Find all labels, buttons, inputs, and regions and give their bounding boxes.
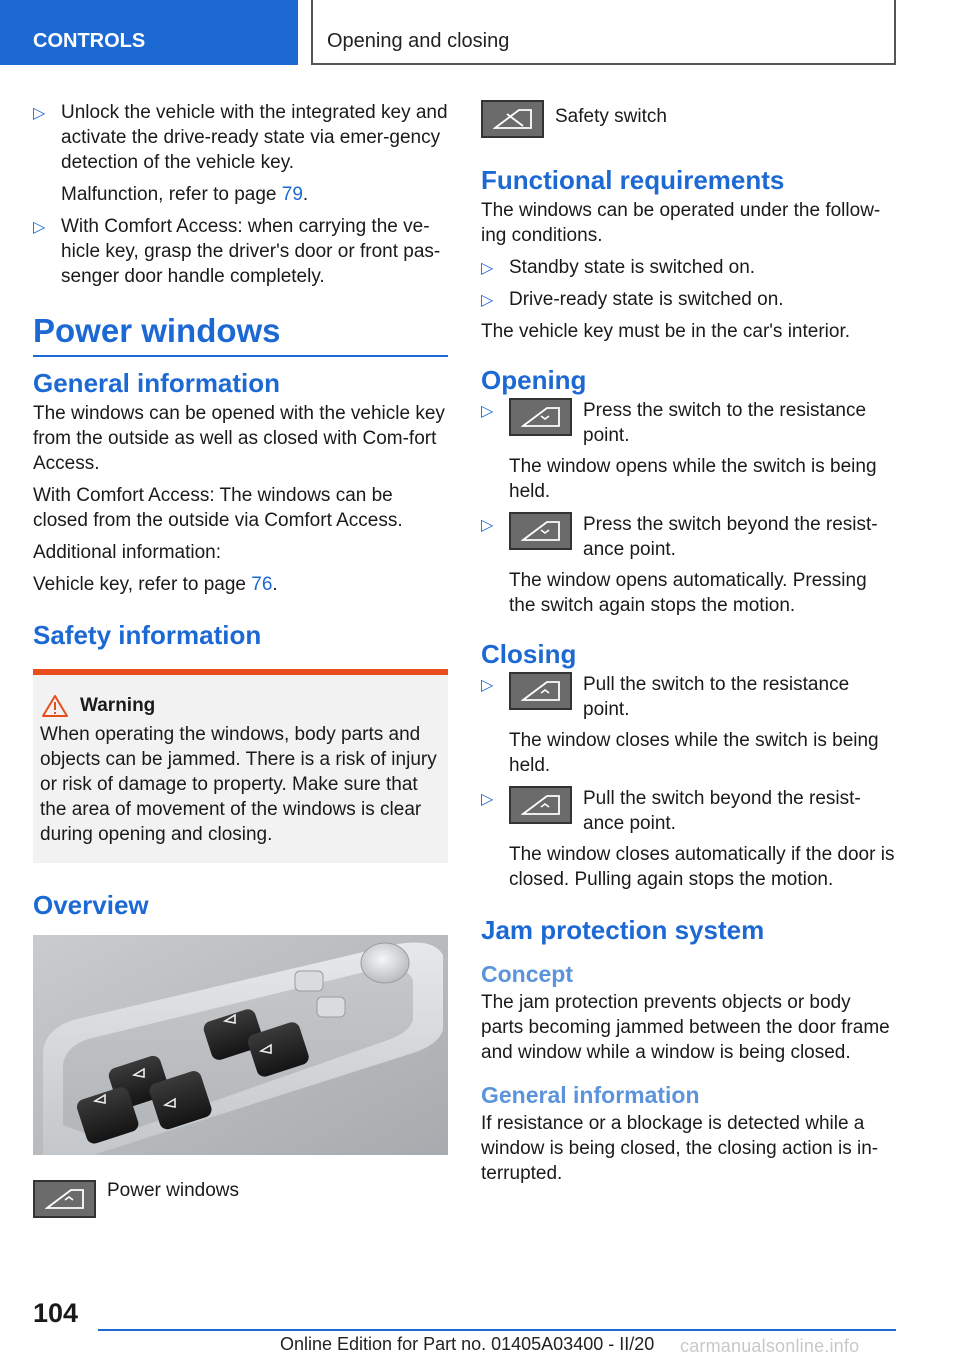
triangle-bullet-icon: ▷: [481, 260, 494, 277]
heading-closing: Closing: [481, 639, 577, 669]
list-item: ▷ Unlock the vehicle with the integrated key and activate the drive-ready state via emer-gency detection of the vehicle key. Malfunction, refer to page 79.: [33, 102, 448, 205]
heading-concept: Concept: [481, 961, 573, 987]
safety-switch-row: [481, 100, 896, 138]
chapter-title: Opening and closing: [327, 30, 510, 52]
switch-caption-row: [33, 1180, 448, 1218]
heading-safety-information: Safety information: [33, 620, 262, 650]
paragraph: With Comfort Access: The windows can be closed from the outside via Comfort Access.: [33, 485, 403, 531]
warning-text: When operating the windows, body parts and objects can be jammed. There is a risk of injury or risk of damage to property. Make sure that the area of movement of the windows is clear during opening and closing.: [40, 724, 437, 845]
window-switch-icon: [509, 512, 572, 550]
heading-opening: Opening: [481, 365, 587, 395]
window-switch-icon: [509, 672, 572, 710]
list-item: ▷ Pull the switch to the resistance point. The window closes while the switch is being held.: [481, 672, 896, 778]
edition-text: Online Edition for Part no. 01405A03400 - II/20: [280, 1334, 655, 1354]
image-caption: Power windows: [107, 1180, 239, 1201]
paragraph: Additional information:: [33, 542, 221, 563]
list-item: ▷ Drive-ready state is switched on.: [481, 287, 896, 312]
window-switch-icon: [509, 786, 572, 824]
intro-list: [33, 100, 448, 289]
page-link-79[interactable]: 79: [281, 184, 303, 205]
watermark: carmanualsonline.info: [680, 1336, 860, 1356]
window-switch-icon: [33, 1180, 96, 1218]
list-item: ▷ Press the switch to the resistance point. The window opens while the switch is being held.: [481, 398, 896, 504]
warning-triangle-icon: [42, 695, 68, 717]
paragraph: If resistance or a blockage is detected while a window is being closed, the closing action is in-terrupted.: [481, 1113, 879, 1184]
paragraph: Vehicle key, refer to page 76.: [33, 574, 278, 595]
heading-functional-requirements: Functional requirements: [481, 165, 785, 195]
triangle-bullet-icon: ▷: [33, 105, 46, 122]
list-item: ▷ With Comfort Access: when carrying the ve-hicle key, grasp the driver's door or front pas-senger door handle completely.: [33, 216, 441, 287]
safety-switch-label: Safety switch: [555, 106, 667, 127]
page-link-76[interactable]: 76: [251, 574, 273, 595]
power-windows-photo: [33, 935, 448, 1155]
safety-switch-icon: [481, 100, 544, 138]
page-number: 104: [33, 1298, 79, 1328]
section-heading-power-windows: Power windows: [33, 311, 448, 357]
right-column: [481, 100, 896, 1193]
heading-jam-general-information: General information: [481, 1082, 700, 1108]
list-item-subtext: The window closes automatically if the door is closed. Pulling again stops the motion.: [509, 844, 895, 890]
triangle-bullet-icon: ▷: [481, 677, 494, 694]
section-label: CONTROLS: [33, 30, 146, 52]
list-item-subtext: Malfunction, refer to page 79.: [61, 184, 309, 205]
list-item-subtext: The window opens automatically. Pressing the switch again stops the motion.: [509, 570, 867, 616]
paragraph: The windows can be operated under the follow-ing conditions.: [481, 200, 881, 246]
list-item-subtext: The window opens while the switch is being held.: [509, 456, 877, 502]
triangle-bullet-icon: ▷: [481, 403, 494, 420]
heading-jam-protection: Jam protection system: [481, 915, 765, 945]
section-tab: [0, 0, 298, 65]
list-item: ▷ Standby state is switched on.: [481, 255, 896, 280]
warning-title: Warning: [80, 695, 156, 716]
warning-box: [33, 669, 448, 863]
paragraph: The jam protection prevents objects or body parts becoming jammed between the door frame and window while a window is being closed.: [481, 992, 890, 1063]
footer-divider: [98, 1329, 896, 1331]
window-switch-icon: [509, 398, 572, 436]
heading-overview: Overview: [33, 890, 149, 920]
triangle-bullet-icon: ▷: [481, 517, 494, 534]
left-column: [33, 100, 448, 1218]
triangle-bullet-icon: ▷: [481, 292, 494, 309]
requirements-list: [481, 255, 896, 312]
warning-header: [40, 693, 441, 718]
paragraph: The windows can be opened with the vehicle key from the outside as well as closed with Com-fort Access.: [33, 403, 445, 474]
list-item: ▷ Pull the switch beyond the resist-ance point. The window closes automatically if the door is closed. Pulling again stops the motion.: [481, 788, 895, 890]
triangle-bullet-icon: ▷: [33, 219, 46, 236]
chapter-title-box: [311, 0, 896, 65]
triangle-bullet-icon: ▷: [481, 791, 494, 808]
list-item-subtext: The window closes while the switch is being held.: [509, 730, 879, 776]
list-item: ▷ Press the switch beyond the resist-ance point. The window opens automatically. Pressing the switch again stops the motion.: [481, 512, 896, 618]
paragraph: The vehicle key must be in the car's interior.: [481, 321, 851, 342]
heading-general-information: General information: [33, 368, 281, 398]
